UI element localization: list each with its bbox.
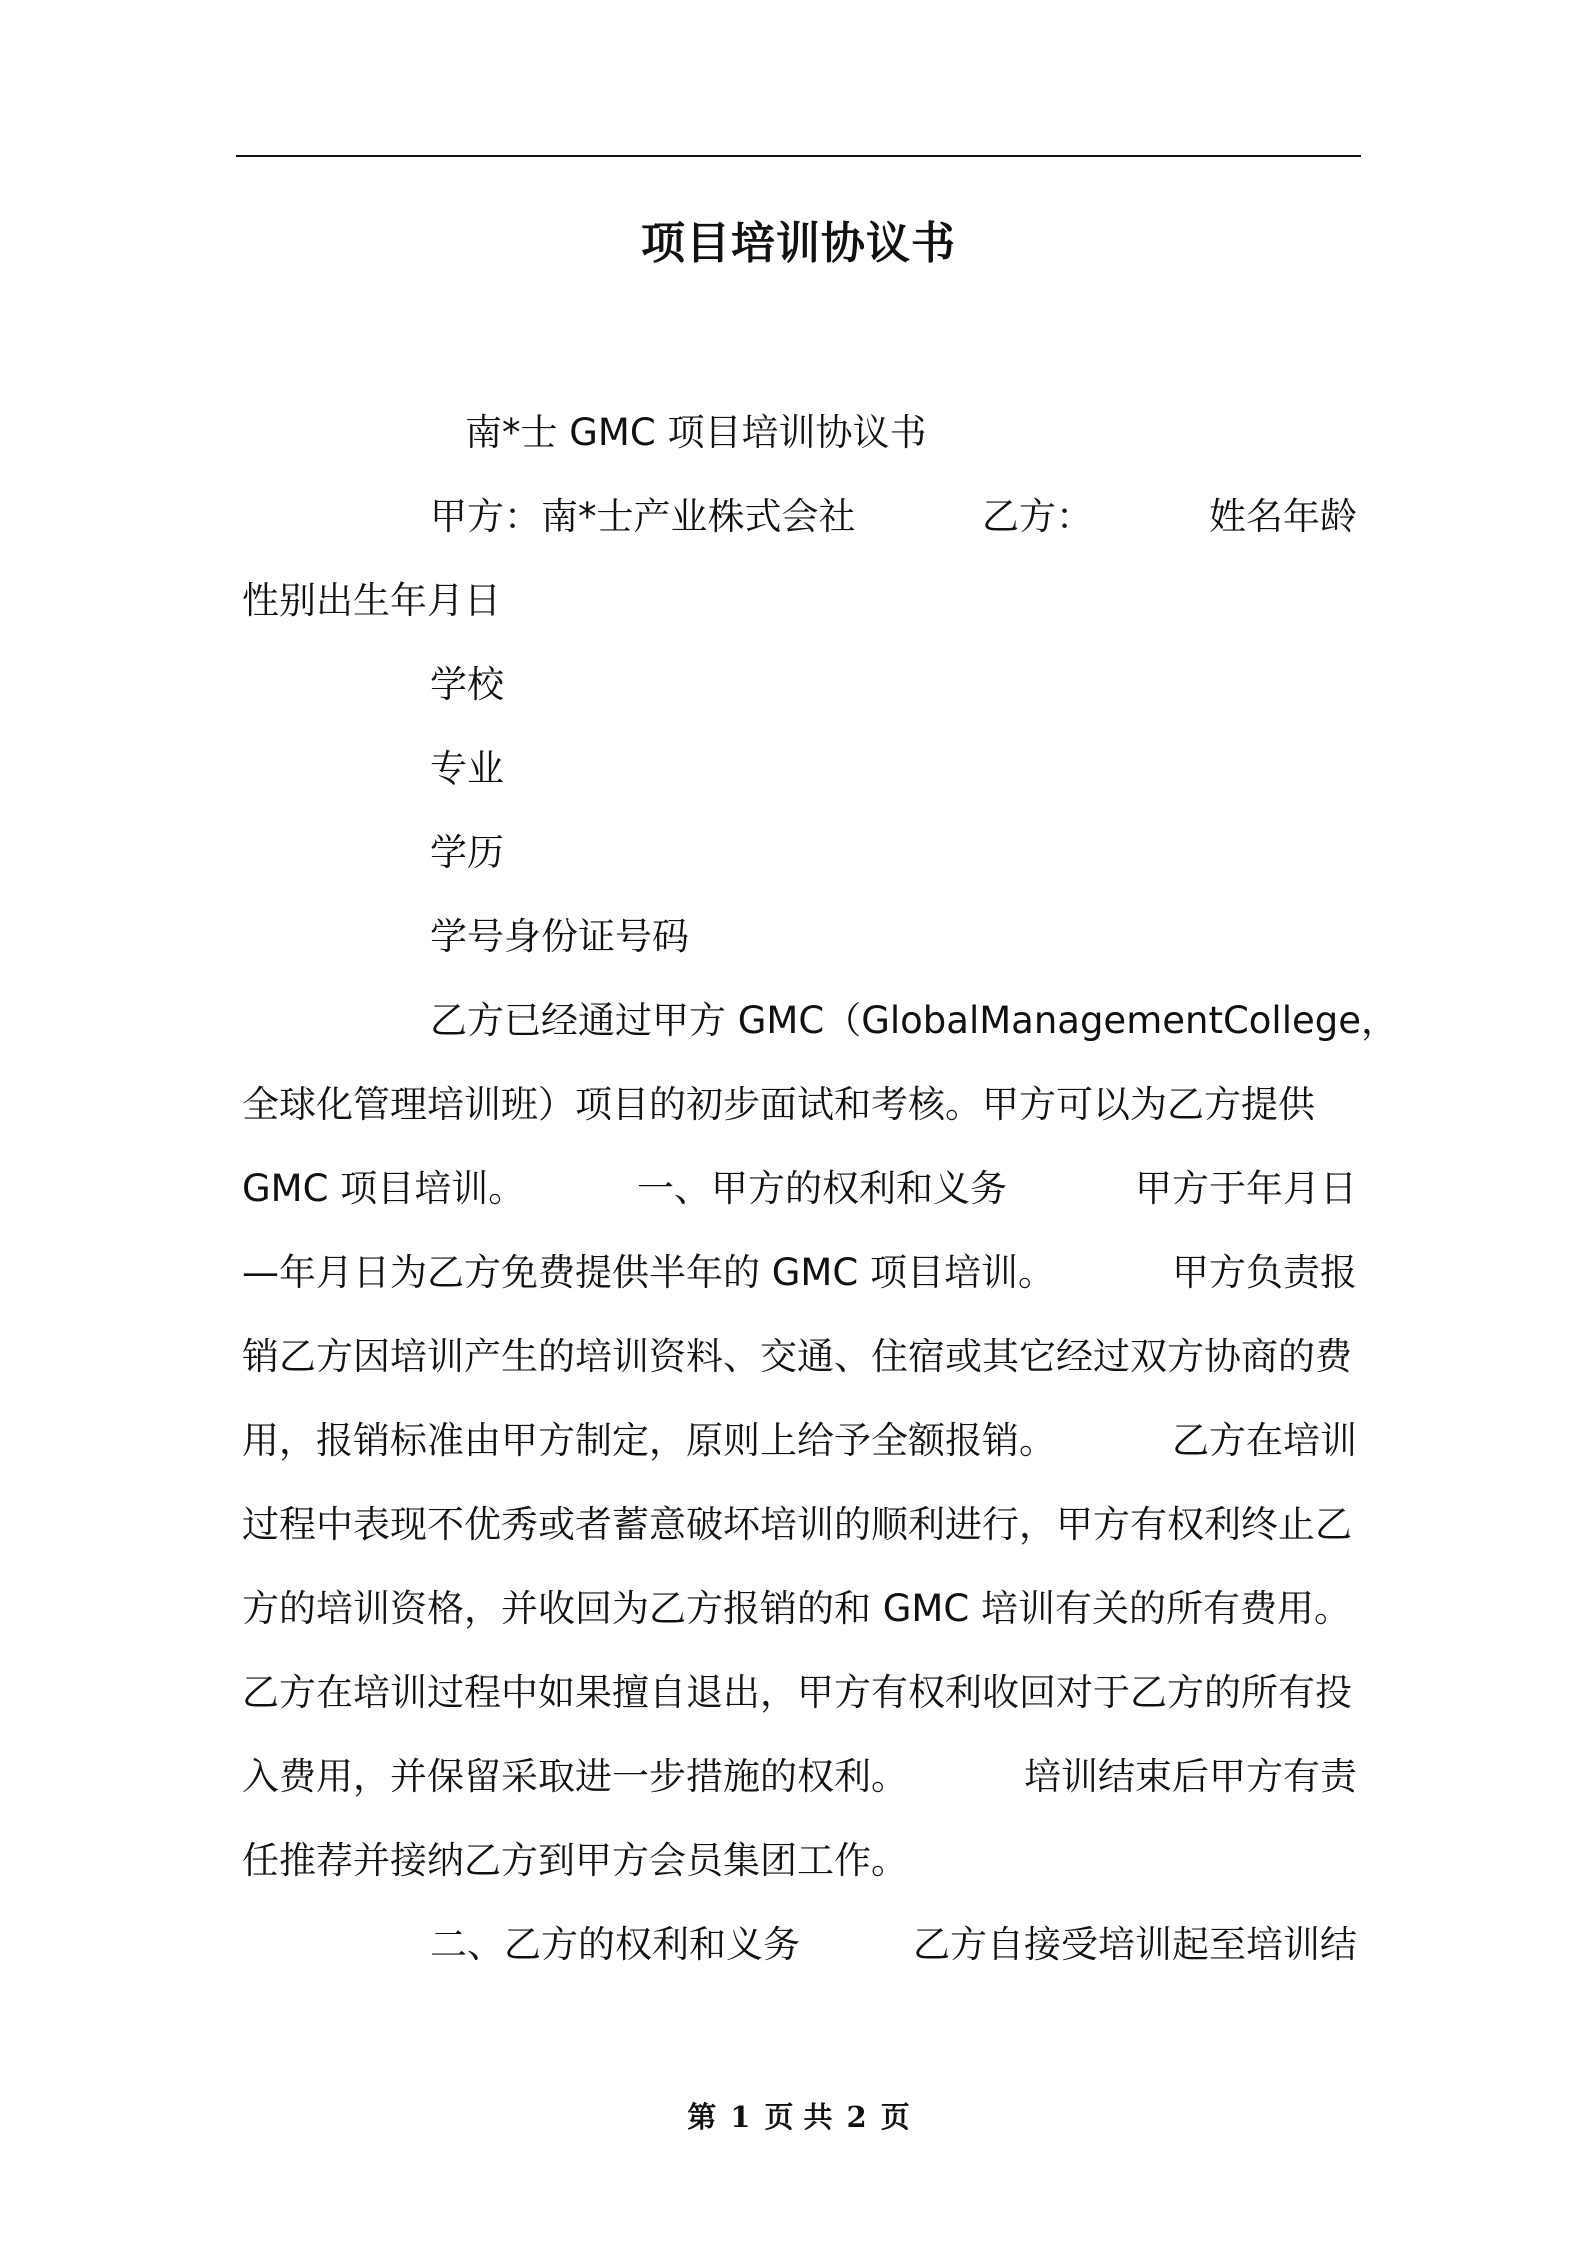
page-total: 2	[846, 2100, 867, 2134]
party-b-accept-text: 乙方自接受培训起至培训结	[913, 1923, 1357, 1966]
school-label: 学校	[430, 663, 504, 706]
page-current: 1	[730, 2100, 751, 2134]
page-mid: 页 共	[764, 2100, 833, 2134]
body-text: 方的培训资格，并收回为乙方报销的和 GMC 培训有关的所有费用。	[242, 1587, 1351, 1630]
body-text: 乙方已经通过甲方 GMC（GlobalManagementCollege，	[430, 999, 1398, 1042]
id-numbers-label: 学号身份证号码	[430, 915, 689, 958]
section-1-heading: 一、甲方的权利和义务	[637, 1167, 1007, 1210]
body-text: 入费用，并保留采取进一步措施的权利。	[242, 1755, 908, 1798]
party-b-in-training-text: 乙方在培训	[1172, 1419, 1357, 1462]
body-text: 乙方在培训过程中如果擅自退出，甲方有权利收回对于乙方的所有投	[242, 1671, 1352, 1714]
header-rule	[236, 155, 1361, 157]
body-text: 销乙方因培训产生的培训资料、交通、住宿或其它经过双方协商的费	[242, 1335, 1352, 1378]
body-text: 任推荐并接纳乙方到甲方会员集团工作。	[242, 1839, 908, 1882]
major-label: 专业	[430, 747, 504, 790]
subtitle: 南*士 GMC 项目培训协议书	[465, 411, 927, 454]
party-a: 甲方：南*士产业株式会社	[430, 495, 856, 538]
half-year-text: —年月日为乙方免费提供半年的 GMC 项目培训。	[242, 1251, 1055, 1294]
page-end: 页	[880, 2100, 910, 2134]
name-age-label: 姓名年龄	[1209, 495, 1357, 538]
after-training-text: 培训结束后甲方有责	[1024, 1755, 1357, 1798]
body-text: 过程中表现不优秀或者蓄意破坏培训的顺利进行，甲方有权利终止乙	[242, 1503, 1352, 1546]
page-number	[236, 2097, 1361, 2137]
body-text: 用，报销标准由甲方制定，原则上给予全额报销。	[242, 1419, 1056, 1462]
page-label: 第	[687, 2100, 717, 2134]
party-b-label: 乙方：	[982, 495, 1093, 538]
party-a-responsible-text: 甲方负责报	[1172, 1251, 1357, 1294]
party-a-date-text: 甲方于年月日	[1135, 1167, 1357, 1210]
gender-birth-label: 性别出生年月日	[242, 579, 501, 622]
body-text: 全球化管理培训班）项目的初步面试和考核。甲方可以为乙方提供	[242, 1083, 1315, 1126]
page-title: 项目培训协议书	[641, 218, 956, 269]
education-label: 学历	[430, 831, 504, 874]
section-2-heading: 二、乙方的权利和义务	[430, 1923, 800, 1966]
gmc-training-text: GMC 项目培训。	[242, 1167, 526, 1210]
